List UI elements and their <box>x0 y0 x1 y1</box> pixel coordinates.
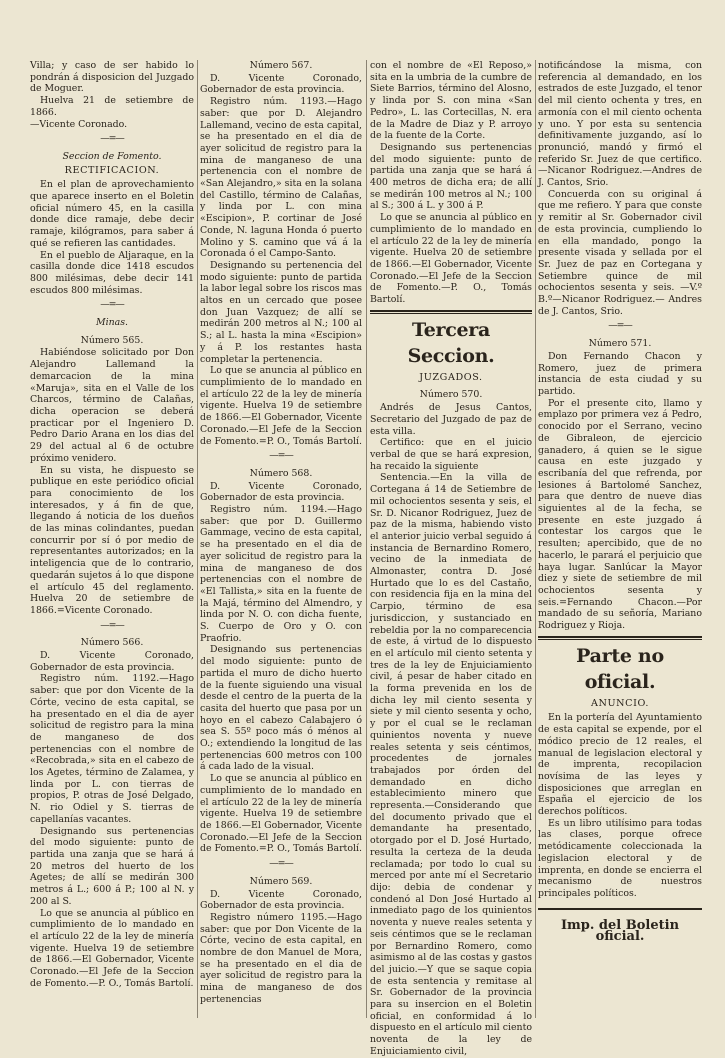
paragraph: En el plan de aprovechamiento que aparece inserto en el Boletin oficial número 45, en la casilla donde dice ramaje, debe decir ramaje, kilógramos, para saber á qué se refieren las cantidades. <box>30 179 194 249</box>
paragraph: En el pueblo de Aljaraque, en la casilla donde dice 1418 escudos 800 milésimas, debe decir 141 escudos 800 milésimas. <box>30 249 194 296</box>
paragraph: Registro núm. 1193.—Hago saber: que por D. Alejandro Lallemand, vecino de esta capital, se ha presentado en el dia de ayer solicitud de registro para la mina de manganeso de una pertenencia con el nombre de «San Alejandro,» sita en la solana del Castillo, término de Calañas, y linda por L. con mina «Escipion», P. cortinar de José Conde, N. laguna Honda ó puerto Molino y S. camino que vá á la Coronada ó el Campo-Santo. <box>200 96 362 260</box>
separator: —=— <box>100 619 124 631</box>
column-divider <box>366 60 367 1018</box>
continued-paragraph: con el nombre de «El Reposo,» sita en la umbria de la cumbre de Siete Barrios, término del Alosno, y linda por S. con mina «San Pedro», L. las Cortecillas, N. era de la Madre de Diaz y P. arroyo de la fuente de la Corte. <box>370 60 532 142</box>
column-2 <box>200 60 362 1018</box>
printer-imprint: Imp. del Boletin oficial. <box>560 917 680 945</box>
separator: —=— <box>269 450 293 462</box>
notice-number-565: Número 565. <box>80 334 144 346</box>
section-heading-fomento: Seccion de Fomento. <box>62 150 162 162</box>
separator: —=— <box>100 133 124 145</box>
notice-number-569: Número 569. <box>249 875 313 887</box>
notice-header: D. Vicente Coronado, Gobernador de esta provincia. <box>200 888 362 912</box>
continued-paragraph: notificándose la misma, con referencia al demandado, en los estrados de este Juzgado, el tenor del mil ciento ochenta y tres, en armonía con el mil ciento ochenta y uno. Y por esta su sentencia definitivamente juzgando, así lo pronunció, mandó y firmó el referido Sr. Juez de que certifico.—Nicanor Rodriguez.—Andres de J. Cantos, Srio. <box>538 60 702 189</box>
separator: —=— <box>608 320 632 332</box>
date-line: Huelva 21 de setiembre de 1866. <box>30 95 194 118</box>
paragraph: Registro núm. 1192.—Hago saber: que por don Vicente de la Córte, vecino de esta capital, se ha presentado en el dia de ayer solicitud de registro para la mina de manganeso de dos pertenencias con el nombre de «Recobrada,» sita en el cabezo de los Agetes, término de Zalamea, y linda por L. con tierras de propios, P. otras de José Delgado, N. rio Odiel y S. tierras de capellanías vacantes. <box>30 673 194 825</box>
paragraph: En su vista, he dispuesto se publique en este periódico oficial para conocimiento de los interesados, y á fin de que, llegando á noticia de los dueños de las minas colindantes, puedan concurrir por sí ó por medio de representantes autorizados; en la inteligencia que de lo contrario, quedarán sujetos á lo que dispone el artículo 45 del reglamento. Huelva 20 de setiembre de 1866.=Vicente Coronado. <box>30 464 194 616</box>
imprint-rule <box>538 908 702 910</box>
column-divider <box>535 60 536 1018</box>
paragraph: En la portería del Ayuntamiento de esta capital se expende, por el módico precio de 12 reales, el manual de legislacion electoral y de imprenta, recopilacion novísima de las leyes y disposiciones que arreglan en España el ejercicio de los derechos políticos. <box>538 712 702 818</box>
paragraph: Designando su pertenencia del modo siguiente: punto de partida la labor legal sobre los riscos mas altos en un cercado que posee don Juan Vazquez; de allí se medirán 200 metros al N.; 100 al S.; al L. hasta la mina «Escipion» y á P. los restantes hasta completar la pertenencia. <box>200 259 362 365</box>
notice-header: Don Fernando Chacon y Romero, juez de primera instancia de esta ciudad y su partido. <box>538 350 702 397</box>
section-title-tercera: Tercera Seccion. <box>407 318 495 367</box>
paragraph: Registro número 1195.—Hago saber: que por Don Vicente de la Córte, vecino de esta capital, en nombre de don Manuel de Mora, se ha presentado en el dia de ayer solicitud de registro para la mina de manganeso de dos pertenencias <box>200 911 362 1005</box>
signature: —Vicente Coronado. <box>30 118 128 130</box>
notice-header: D. Vicente Coronado, Gobernador de esta provincia. <box>200 72 362 96</box>
column-divider <box>197 60 198 1018</box>
paragraph: Lo que se anuncia al público en cumplimiento de lo mandado en el artículo 22 de la ley de minería vigente. Huelva 20 de setiembre de 1866.—El Gobernador, Vicente Coronado.—El Jefe de la Seccion de Fomento.—P. O., Tomás Bartolí. <box>370 212 532 306</box>
separator: —=— <box>269 858 293 870</box>
paragraph: Lo que se anuncia al público en cumplimiento de lo mandado en el artículo 22 de la ley de minería vigente. Huelva 19 de setiembre de 1866.—El Gobernador, Vicente Coronado.—El Jefe de la Seccion de Fomento.=P. O., Tomás Bartolí. <box>200 365 362 447</box>
column-3 <box>370 60 532 1057</box>
paragraph: Es un libro utilísimo para todas las clases, porque ofrece metódicamente coleccionada la legislacion electoral y de imprenta, en donde se encierra el mecanismo de nuestros principales políticos. <box>538 817 702 899</box>
paragraph: Sentencia.—En la villa de Cortegana á 14 de Setiembre de mil ochocientos sesenta y seis, el Sr. D. Nicanor Rodriguez, Juez de paz de la misma, habiendo visto el anterior juicio verbal seguido á instancia de Bernardino Romero, vecino de la inmediata de Almonaster, contra D. José Hurtado que lo es del Castaño, con residencia fija en la mina del Carpio, término de esa jurisdiccion, y sustanciado en rebeldia por la no comparecencia de este, á virtud de lo dispuesto en el artículo mil ciento setenta y tres de la ley de Enjuiciamiento civil, á pesar de haber citado en la forma prevenida en los de dicha ley mil ciento sesenta y siete y mil ciento sesenta y ocho, y por el cual se le reclaman quinientos noventa y nueve reales setenta y seis céntimos, procedentes de jornales trabajados por órden del demandado en dicho establecimiento minero que representa.—Considerando que del documento privado que el demandante ha presentado, otorgado por el D. José Hurtado, resulta la certeza de la deuda reclamada; por todo lo cual su merced por ante mí el Secretario dijo: debia de condenar y condenó al Don José Hurtado al inmediato pago de los quinientos noventa y nueve reales setenta y seis céntimos que se le reclaman por Bernardino Romero, como asimismo al de las costas y gastos del juicio.—Y que se saque copia de esta sentencia y remitase al Sr. Gobernador de la provincia para su insercion en el Boletin oficial, en conformidad á lo dispuesto en el artículo mil ciento noventa de la ley de Enjuiciamiento civil, <box>370 472 532 1057</box>
notice-header: Andrés de Jesus Cantos, Secretario del Juzgado de paz de esta villa. <box>370 402 532 437</box>
section-rule <box>538 639 702 640</box>
paragraph: Registro núm. 1194.—Hago saber: que por D. Guillermo Gammage, vecino de esta capital, se ha presentado en el dia de ayer solicitud de registro para la mina de manganeso de dos pertenencias con el nombre de «El Tallista,» sita en la fuente de la Majá, término del Almendro, y linda por N. O. con dicha fuente, S. Cuerpo de Oro y O. con Praofrio. <box>200 504 362 644</box>
paragraph: Designando sus pertenencias del modo siguiente: punto de partida una zanja que se hará á 400 metros de dicha era; de allí se medirán 100 metros al N.; 100 al S.; 300 á L. y 300 á P. <box>370 141 532 212</box>
continued-paragraph: Villa; y caso de ser habido lo pondrán á disposicion del Juzgado de Moguer. <box>30 60 194 95</box>
paragraph: Certifico: que en el juicio verbal de que se hará expresion, ha recaido la siguiente <box>370 437 532 472</box>
paragraph: Por el presente cito, llamo y emplazo por primera vez á Pedro, conocido por el Serrano, vecino de Gibraleon, de ejercicio ganadero, á quien se le sigue causa en este juzgado y escribanía del que refrenda, por lesiones á Bartolomé Sanchez, para que dentro de nueve dias siguientes al de la fecha, se presente en este juzgado á contestar los cargos que le resulten; apercibido, que de no hacerlo, le parará el perjuicio que haya lugar. Sanlúcar la Mayor diez y siete de setiembre de mil ochocientos sesenta y seis.=Fernando Chacon.—Por mandado de su señoría, Mariano Rodriguez y Rioja. <box>538 397 702 632</box>
section-rule <box>370 313 532 314</box>
notice-number-568: Número 568. <box>249 467 313 479</box>
section-title-parte-no-oficial: Parte no oficial. <box>576 644 664 693</box>
paragraph: Habiéndose solicitado por Don Alejandro Lallemand la demarcacion de la mina «Maruja», sita en el Valle de los Charcos, término de Calañas, dicha operacion se deberá practicar por el Ingeniero D. Pedro Dario Arana en los dias del 29 del actual al 6 de octubre próximo venidero. <box>30 347 194 464</box>
paragraph: Lo que se anuncia al público en cumplimiento de lo mandado en el artículo 22 de la ley de minería vigente. Huelva 19 de setiembre de 1866.—El Gobernador, Vicente Coronado.—El Jefe de la Seccion de Fomento.—P. O., Tomás Bartolí. <box>30 907 194 989</box>
notice-number-571: Número 571. <box>588 338 652 350</box>
anuncio-heading: ANUNCIO. <box>590 697 650 709</box>
paragraph: Lo que se anuncia al público en cumplimiento de lo mandado en el artículo 22 de la ley de minería vigente. Huelva 19 de setiembre de 1866.—El Gobernador, Vicente Coronado.—El Jefe de la Seccion de Fomento.=P. O., Tomás Bartolí. <box>200 773 362 855</box>
section-rule <box>538 636 702 638</box>
notice-header: D. Vicente Coronado, Gobernador de esta provincia. <box>200 480 362 504</box>
section-rule <box>370 310 532 312</box>
paragraph: Concuerda con su original á que me refiero. Y para que conste y remitir al Sr. Gobernador civil de esta provincia, cumpliendo lo en ella mandado, pongo la presente visada y sellada por el Sr. Juez de paz en Cortegana y Setiembre quince de mil ochocientos sesenta y seis. —V.º B.º—Nicanor Rodriguez.— Andres de J. Cantos, Srio. <box>538 188 702 317</box>
separator: —=— <box>100 299 124 311</box>
notice-header: D. Vicente Coronado, Gobernador de esta provincia. <box>30 650 194 673</box>
notice-number-567: Número 567. <box>249 60 313 71</box>
paragraph: Designando sus pertenencias del modo siguiente: punto de partida el muro de dicho huerto de la fuente siguiendo una visual desde el centro de la puerta de la casita del huerto que pasa por un hoyo en el cabezo Calabajero ó sea S. 55º poco más ó ménos al O.; extendiendo la longitud de las pertenencias 600 metros con 100 á cada lado de la visual. <box>200 644 362 773</box>
rectificacion-heading: RECTIFICACION. <box>64 164 160 176</box>
notice-number-570: Número 570. <box>419 389 483 401</box>
juzgados-heading: JUZGADOS. <box>419 371 483 383</box>
notice-number-566: Número 566. <box>80 637 144 649</box>
paragraph: Designando sus pertenencias del modo siguiente: punto de partida una zanja que se hará á 20 metros del huerto de los Agetes; de allí se medirán 300 metros á L.; 600 á P.; 100 al N. y 200 al S. <box>30 825 194 907</box>
minas-heading: Minas. <box>95 317 129 329</box>
column-4 <box>538 60 702 1018</box>
column-1 <box>30 60 194 1018</box>
